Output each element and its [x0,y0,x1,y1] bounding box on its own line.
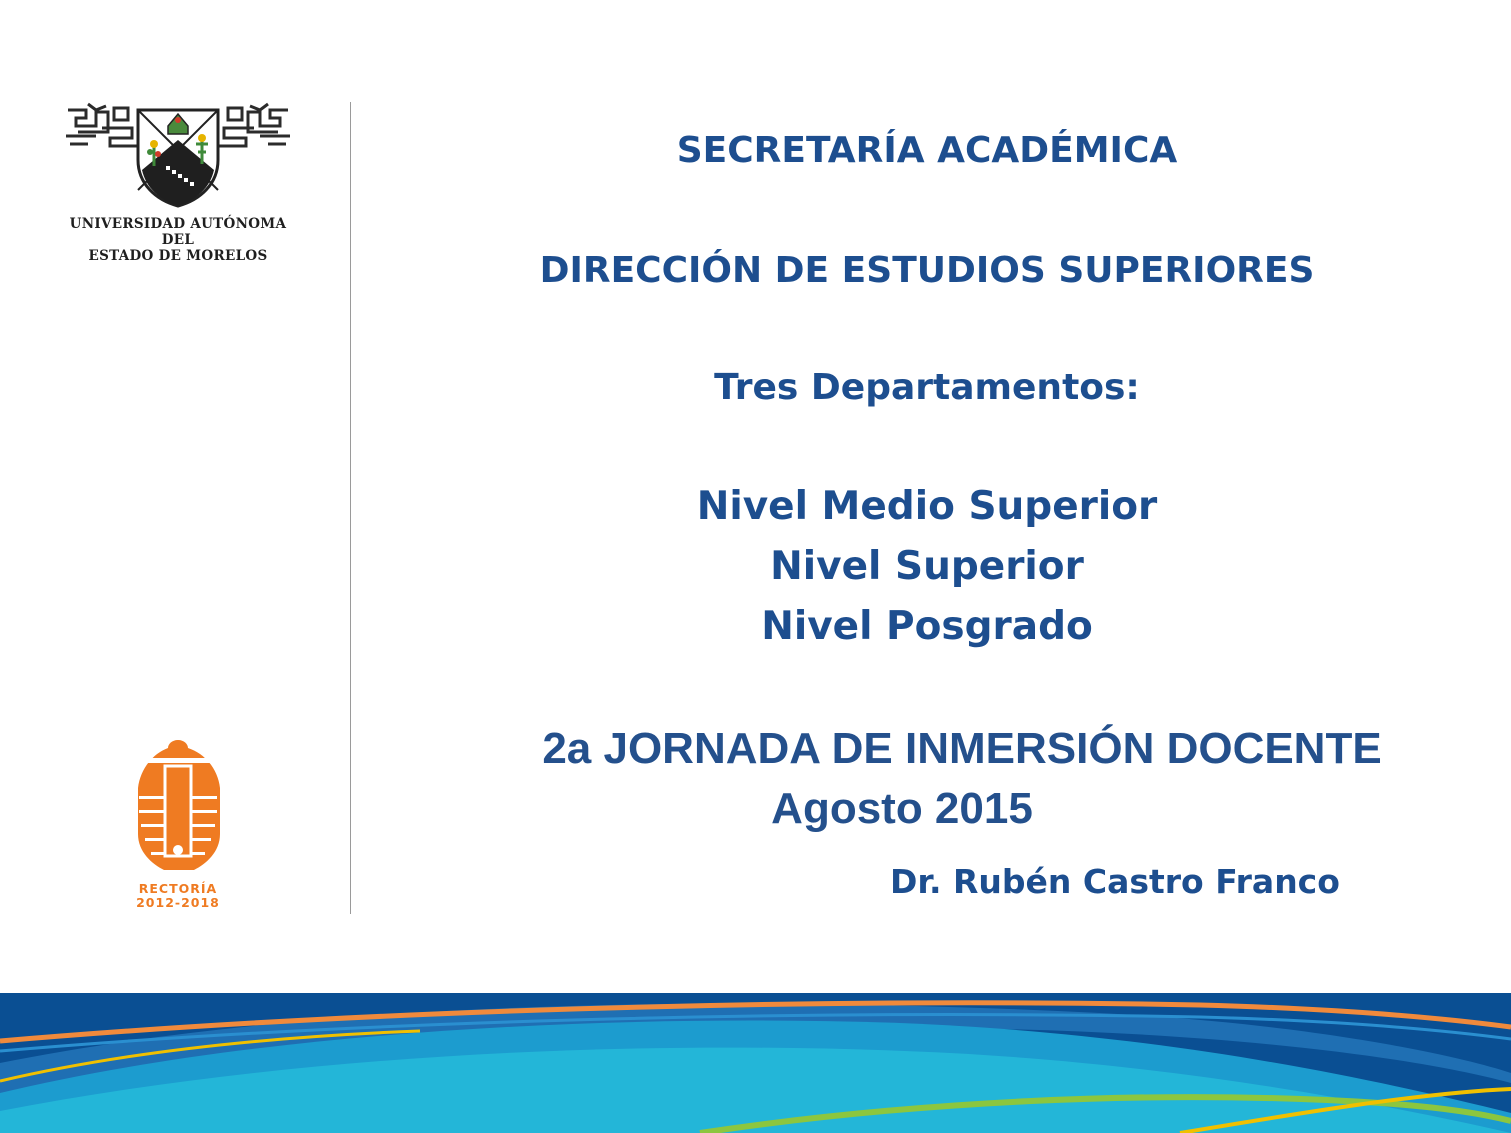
rectoria-label: RECTORÍA [138,881,218,896]
rectoria-caption [128,882,228,910]
university-name-line2: ESTADO DE MORELOS [88,248,268,264]
main-content [352,0,1502,980]
university-name-line1: UNIVERSIDAD AUTÓNOMA DEL [69,216,287,248]
event-title: 2a JORNADA DE INMERSIÓN DOCENTE [542,724,1382,773]
direccion-heading: DIRECCIÓN DE ESTUDIOS SUPERIORES [539,250,1315,291]
rectoria-building-icon [133,738,223,878]
departamento-item: Nivel Posgrado [761,604,1093,649]
rectoria-period: 2012-2018 [136,895,220,910]
rectoria-logo [128,738,228,916]
departamentos-heading: Tres Departamentos: [714,367,1140,408]
decorative-wave-band [0,993,1511,1133]
departamento-item: Nivel Medio Superior [696,484,1158,529]
secretaria-heading: SECRETARÍA ACADÉMICA [676,130,1178,171]
author-name: Dr. Rubén Castro Franco [890,862,1340,901]
vertical-divider [350,102,351,914]
university-name [62,216,294,264]
event-date: Agosto 2015 [771,784,1033,833]
university-coat-of-arms-icon [62,100,294,212]
departamento-item: Nivel Superior [770,544,1084,589]
university-logo [62,100,294,264]
